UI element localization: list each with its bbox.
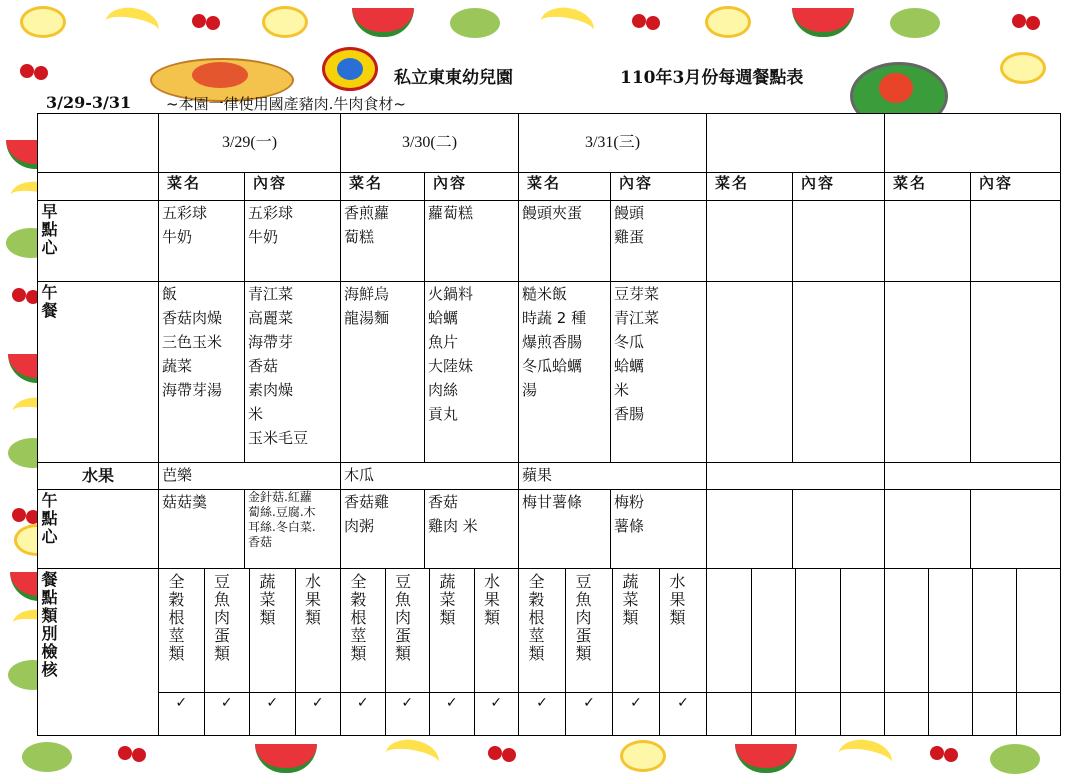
menu-cell bbox=[159, 490, 245, 569]
menu-line: 蔔絲.豆腐.木 bbox=[248, 505, 316, 519]
watermelon-decoration bbox=[735, 744, 797, 773]
check-mark: ✓ bbox=[295, 693, 341, 735]
menu-line: 香菇 bbox=[248, 357, 279, 375]
menu-line: 貢丸 bbox=[428, 405, 459, 423]
menu-line: 梅粉 bbox=[614, 493, 645, 511]
category-label: 蔬菜類 bbox=[249, 569, 295, 692]
menu-line: 香腸 bbox=[614, 405, 645, 423]
menu-cell bbox=[611, 282, 707, 463]
cherry-decoration bbox=[12, 508, 26, 522]
menu-line: 龍湯麵 bbox=[344, 309, 390, 327]
empty-cell bbox=[971, 490, 1061, 569]
category-label bbox=[840, 569, 885, 692]
empty-cell bbox=[885, 490, 971, 569]
empty-cell bbox=[885, 463, 1061, 490]
check-mark: ✓ bbox=[659, 693, 706, 735]
dish-column-label: 菜名 bbox=[159, 173, 245, 201]
empty-cell bbox=[793, 490, 885, 569]
empty-cell bbox=[793, 201, 885, 282]
category-label: 全穀根莖類 bbox=[526, 573, 545, 663]
category-row bbox=[38, 569, 1061, 693]
check-group bbox=[519, 693, 707, 736]
menu-line: 豆芽菜 bbox=[614, 285, 660, 303]
category-label: 全穀根莖類 bbox=[166, 573, 185, 663]
ingredient-note: ~本園一律使用國產豬肉.牛肉食材~ bbox=[166, 95, 406, 113]
menu-line: 肉絲 bbox=[428, 381, 459, 399]
menu-cell bbox=[519, 282, 611, 463]
empty-cell bbox=[707, 201, 793, 282]
menu-line: 魚片 bbox=[428, 333, 459, 351]
lemon-slice-decoration bbox=[705, 6, 751, 38]
category-label bbox=[928, 569, 972, 692]
menu-line: 五彩球 bbox=[162, 204, 208, 222]
cherry-decoration bbox=[118, 746, 132, 760]
menu-cell bbox=[341, 201, 425, 282]
menu-line: 大陸妹 bbox=[428, 357, 474, 375]
menu-cell bbox=[245, 490, 341, 569]
check-mark bbox=[840, 693, 885, 735]
menu-cell bbox=[519, 490, 611, 569]
check-mark: ✓ bbox=[385, 693, 430, 735]
empty-cell bbox=[707, 490, 793, 569]
day-header: 3/31(三) bbox=[519, 114, 707, 173]
cherry-decoration bbox=[12, 288, 26, 302]
cherry-decoration bbox=[192, 14, 206, 28]
corner-cell bbox=[38, 173, 159, 201]
menu-cell bbox=[245, 201, 341, 282]
empty-cell bbox=[793, 282, 885, 463]
page-title: 110年3月份每週餐點表 bbox=[620, 68, 804, 88]
category-label: 水果類 bbox=[474, 569, 519, 692]
menu-cell bbox=[611, 490, 707, 569]
category-label bbox=[751, 569, 796, 692]
menu-line: 蛤蠣 bbox=[614, 357, 645, 375]
empty-cell bbox=[707, 282, 793, 463]
date-range: 3/29-3/31 bbox=[46, 93, 132, 112]
lemon-slice-decoration bbox=[620, 740, 666, 772]
fruit-cell: 木瓜 bbox=[341, 463, 519, 490]
menu-cell bbox=[159, 282, 245, 463]
cherry-decoration bbox=[930, 746, 944, 760]
empty-cell bbox=[707, 463, 885, 490]
menu-cell bbox=[425, 490, 519, 569]
menu-line: 梅甘薯條 bbox=[522, 493, 583, 511]
menu-line: 青江菜 bbox=[248, 285, 294, 303]
empty-cell bbox=[971, 282, 1061, 463]
row-label-fruit: 水果 bbox=[38, 463, 159, 490]
fruit-cell: 芭樂 bbox=[159, 463, 341, 490]
check-group bbox=[159, 693, 341, 736]
row-label-category: 餐點類別檢核 bbox=[38, 569, 159, 736]
weekly-menu-table bbox=[37, 113, 1061, 736]
content-column-label: 內容 bbox=[793, 173, 885, 201]
banana-decoration bbox=[382, 736, 441, 780]
cherry-decoration bbox=[632, 14, 646, 28]
menu-line: 米 bbox=[248, 405, 264, 423]
dish-column-label: 菜名 bbox=[707, 173, 793, 201]
check-mark bbox=[1016, 693, 1060, 735]
lime-decoration bbox=[890, 8, 940, 38]
category-label: 豆魚肉蛋類 bbox=[565, 569, 612, 692]
menu-line: 牛奶 bbox=[162, 228, 193, 246]
school-name: 私立東東幼兒園 bbox=[394, 68, 513, 88]
category-label bbox=[885, 569, 928, 692]
lemon-slice-decoration bbox=[20, 6, 66, 38]
category-group bbox=[885, 569, 1061, 693]
menu-line: 耳絲.冬白菜. bbox=[248, 520, 316, 534]
empty-cell bbox=[971, 201, 1061, 282]
content-column-label: 內容 bbox=[245, 173, 341, 201]
menu-line: 高麗菜 bbox=[248, 309, 294, 327]
menu-line: 香菇雞 bbox=[344, 493, 390, 511]
content-column-label: 內容 bbox=[425, 173, 519, 201]
menu-line: 香煎蘿 bbox=[344, 204, 390, 222]
check-mark: ✓ bbox=[612, 693, 659, 735]
banana-decoration bbox=[102, 4, 161, 49]
check-row bbox=[38, 693, 1061, 736]
category-group bbox=[519, 569, 707, 693]
dish-column-label: 菜名 bbox=[519, 173, 611, 201]
lime-decoration bbox=[22, 742, 72, 772]
day-header: 3/30(二) bbox=[341, 114, 519, 173]
lemon-slice-decoration bbox=[1000, 52, 1046, 84]
empty-cell bbox=[885, 201, 971, 282]
menu-line: 饅頭 bbox=[614, 204, 645, 222]
category-label: 水果類 bbox=[659, 569, 706, 692]
check-mark: ✓ bbox=[249, 693, 295, 735]
row-label-breakfast: 早點心 bbox=[38, 201, 159, 282]
check-mark: ✓ bbox=[474, 693, 519, 735]
column-label-row bbox=[38, 173, 1061, 201]
menu-line: 肉粥 bbox=[344, 517, 375, 535]
row-label-snack: 午點心 bbox=[38, 490, 159, 569]
lunch-row bbox=[38, 282, 1061, 463]
check-mark: ✓ bbox=[429, 693, 474, 735]
category-group bbox=[159, 569, 341, 693]
watermelon-decoration bbox=[352, 8, 414, 37]
menu-line: 糙米飯 bbox=[522, 285, 568, 303]
check-group bbox=[885, 693, 1061, 736]
menu-line: 爆煎香腸 bbox=[522, 333, 583, 351]
check-mark: ✓ bbox=[204, 693, 250, 735]
menu-cell bbox=[341, 490, 425, 569]
corner-cell bbox=[38, 114, 159, 173]
category-group bbox=[707, 569, 885, 693]
lemon-slice-decoration bbox=[262, 6, 308, 38]
row-label-lunch: 午餐 bbox=[38, 282, 159, 463]
fruit-row bbox=[38, 463, 1061, 490]
banana-decoration bbox=[835, 736, 894, 780]
menu-line: 菇菇羹 bbox=[162, 493, 208, 511]
watermelon-decoration bbox=[792, 8, 854, 37]
menu-line: 素肉燥 bbox=[248, 381, 294, 399]
day-header-row bbox=[38, 114, 1061, 173]
category-label bbox=[972, 569, 1016, 692]
lime-decoration bbox=[450, 8, 500, 38]
check-mark bbox=[795, 693, 840, 735]
category-label: 蔬菜類 bbox=[612, 569, 659, 692]
day-header bbox=[885, 114, 1061, 173]
menu-cell bbox=[519, 201, 611, 282]
menu-line: 冬瓜蛤蠣 bbox=[522, 357, 583, 375]
check-mark: ✓ bbox=[536, 695, 548, 711]
menu-line: 香菇 bbox=[428, 493, 459, 511]
fruit-cell: 蘋果 bbox=[519, 463, 707, 490]
check-mark: ✓ bbox=[565, 693, 612, 735]
menu-line: 雞肉 米 bbox=[428, 517, 478, 535]
menu-line: 饅頭夾蛋 bbox=[522, 204, 583, 222]
menu-line: 金針菇.紅蘿 bbox=[248, 490, 312, 504]
menu-line: 冬瓜 bbox=[614, 333, 645, 351]
menu-line: 香菇 bbox=[248, 535, 273, 549]
menu-cell bbox=[341, 282, 425, 463]
menu-line: 米 bbox=[614, 381, 630, 399]
category-label bbox=[1016, 569, 1060, 692]
menu-line: 蛤蠣 bbox=[428, 309, 459, 327]
menu-line: 雞蛋 bbox=[614, 228, 645, 246]
check-mark bbox=[707, 693, 751, 735]
content-column-label: 內容 bbox=[971, 173, 1061, 201]
menu-line: 三色玉米 bbox=[162, 333, 223, 351]
check-group bbox=[707, 693, 885, 736]
dish-column-label: 菜名 bbox=[341, 173, 425, 201]
menu-line: 海帶芽湯 bbox=[162, 381, 223, 399]
school-logo bbox=[322, 47, 378, 91]
check-mark: ✓ bbox=[175, 695, 188, 711]
cherry-decoration bbox=[1012, 14, 1026, 28]
menu-line: 飯 bbox=[162, 285, 178, 303]
day-header bbox=[707, 114, 885, 173]
category-label: 全穀根莖類 bbox=[348, 573, 367, 663]
menu-line: 湯 bbox=[522, 381, 538, 399]
banana-decoration bbox=[537, 4, 596, 49]
check-mark: ✓ bbox=[356, 695, 369, 711]
cherry-decoration bbox=[488, 746, 502, 760]
menu-line: 香菇肉燥 bbox=[162, 309, 223, 327]
menu-cell bbox=[245, 282, 341, 463]
category-group bbox=[341, 569, 519, 693]
menu-line: 海帶芽 bbox=[248, 333, 294, 351]
menu-line: 五彩球 bbox=[248, 204, 294, 222]
category-label: 蔬菜類 bbox=[429, 569, 474, 692]
cherry-decoration bbox=[20, 64, 34, 78]
day-header: 3/29(一) bbox=[159, 114, 341, 173]
menu-line: 火鍋料 bbox=[428, 285, 474, 303]
check-mark bbox=[885, 693, 928, 735]
breakfast-row bbox=[38, 201, 1061, 282]
dish-column-label: 菜名 bbox=[885, 173, 971, 201]
menu-cell bbox=[425, 201, 519, 282]
check-mark bbox=[972, 693, 1016, 735]
content-column-label: 內容 bbox=[611, 173, 707, 201]
check-group bbox=[341, 693, 519, 736]
empty-cell bbox=[885, 282, 971, 463]
category-label: 豆魚肉蛋類 bbox=[204, 569, 250, 692]
category-label: 水果類 bbox=[295, 569, 341, 692]
menu-cell bbox=[425, 282, 519, 463]
menu-line: 薯條 bbox=[614, 517, 645, 535]
check-mark bbox=[928, 693, 972, 735]
menu-line: 蔔糕 bbox=[344, 228, 375, 246]
menu-cell bbox=[611, 201, 707, 282]
watermelon-decoration bbox=[255, 744, 317, 773]
category-label bbox=[795, 569, 840, 692]
check-mark bbox=[751, 693, 796, 735]
menu-line: 時蔬 2 種 bbox=[522, 309, 587, 327]
menu-line: 青江菜 bbox=[614, 309, 660, 327]
category-label: 豆魚肉蛋類 bbox=[385, 569, 430, 692]
menu-line: 蔬菜 bbox=[162, 357, 193, 375]
menu-line: 玉米毛豆 bbox=[248, 429, 309, 447]
menu-line: 蘿蔔糕 bbox=[428, 204, 474, 222]
snack-row bbox=[38, 490, 1061, 569]
category-label bbox=[707, 569, 751, 692]
menu-line: 牛奶 bbox=[248, 228, 279, 246]
menu-cell bbox=[159, 201, 245, 282]
lime-decoration bbox=[990, 744, 1040, 774]
menu-line: 海鮮烏 bbox=[344, 285, 390, 303]
